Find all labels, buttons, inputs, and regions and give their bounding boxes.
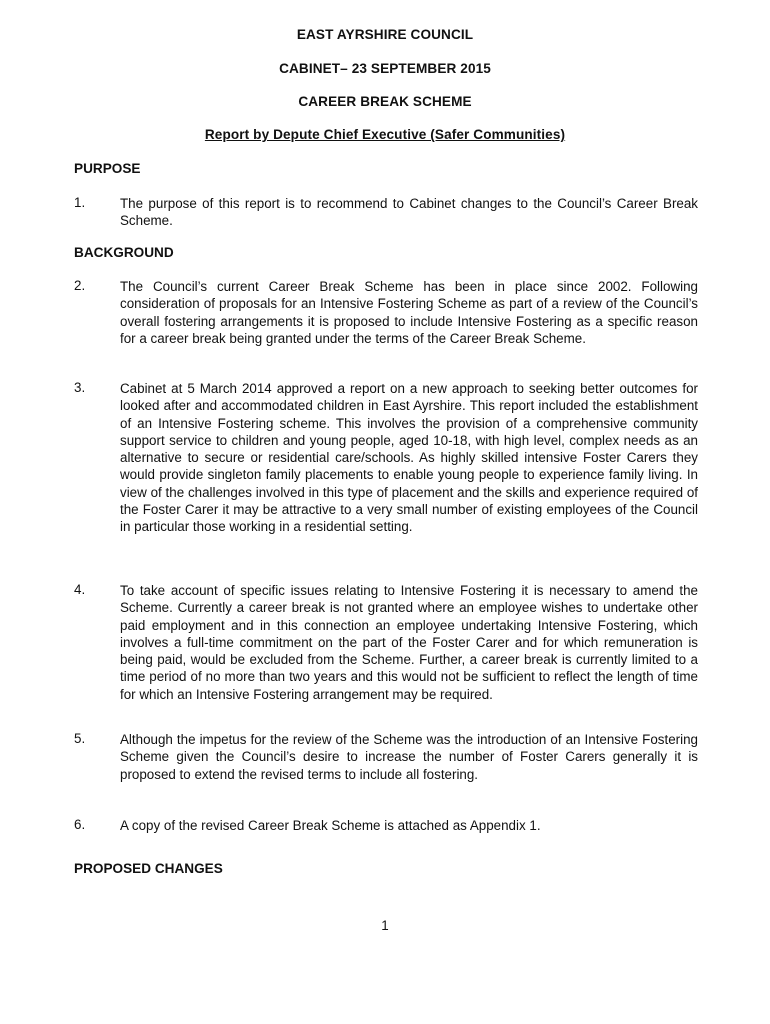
organisation-title: EAST AYRSHIRE COUNCIL (296, 27, 474, 42)
paragraph-2 (74, 278, 698, 347)
paragraph-number: 6. (74, 817, 86, 832)
proposed-changes-heading: PROPOSED CHANGES (74, 861, 223, 876)
paragraph-text: Although the impetus for the review of the Scheme was the introduction of an Intensive Fostering Scheme given the Council’s desire to increase the number of Foster Carers generally it is proposed to extend the revised terms to include all fostering. (120, 732, 698, 782)
page-number: 1 (381, 918, 389, 933)
purpose-heading: PURPOSE (74, 161, 141, 176)
paragraph-number: 1. (74, 195, 86, 210)
paragraph-3 (74, 380, 698, 536)
paragraph-number: 5. (74, 731, 86, 746)
meeting-title: CABINET– 23 SEPTEMBER 2015 (279, 61, 491, 76)
paragraph-number: 3. (74, 380, 86, 395)
paragraph-text: The Council’s current Career Break Scheme has been in place since 2002. Following consideration of proposals for an Intensive Fostering Scheme as part of a review of the Council’s overall fostering arrangements it is proposed to include Intensive Fostering as a specific reason for a career break being granted under the terms of the Career Break Scheme. (120, 279, 698, 346)
paragraph-text: To take account of specific issues relating to Intensive Fostering it is necessary to amend the Scheme. Currently a career break is not granted where an employee wishes to undertake other paid employment and in this connection an employee undertaking Intensive Fostering, which involves a full-time commitment on the part of the Foster Carer and for which remuneration is being paid, would be excluded from the Scheme. Further, a career break is currently limited to a time period of no more than two years and this would not be sufficient to reflect the length of time for which an Intensive Fostering arrangement may be required. (120, 583, 698, 702)
background-heading: BACKGROUND (74, 245, 174, 260)
paragraph-number: 2. (74, 278, 86, 293)
subject-title: CAREER BREAK SCHEME (298, 94, 472, 109)
paragraph-number: 4. (74, 582, 86, 597)
paragraph-text: A copy of the revised Career Break Scheme is attached as Appendix 1. (120, 818, 541, 833)
paragraph-4 (74, 582, 698, 703)
paragraph-1 (74, 195, 698, 230)
paragraph-text: Cabinet at 5 March 2014 approved a report on a new approach to seeking better outcomes for looked after and accommodated children in East Ayrshire. This report included the establishment of an Intensive Fostering scheme. This involves the provision of a comprehensive community support service to children and young people, aged 10-18, with high level, complex needs as an alternative to secure or residential care/schools. As highly skilled intensive Foster Carers they would provide singleton family placements to enable young people to experience family living. In view of the challenges involved in this type of placement and the skills and experience required of the Foster Carer it may be attractive to a very small number of existing employees of the Council in particular those working in a residential setting. (120, 381, 698, 535)
paragraph-6 (74, 817, 698, 834)
paragraph-text: The purpose of this report is to recommend to Cabinet changes to the Council’s Career Break Scheme. (120, 196, 698, 229)
paragraph-5 (74, 731, 698, 783)
report-by-title: Report by Depute Chief Executive (Safer Communities) (204, 127, 566, 142)
